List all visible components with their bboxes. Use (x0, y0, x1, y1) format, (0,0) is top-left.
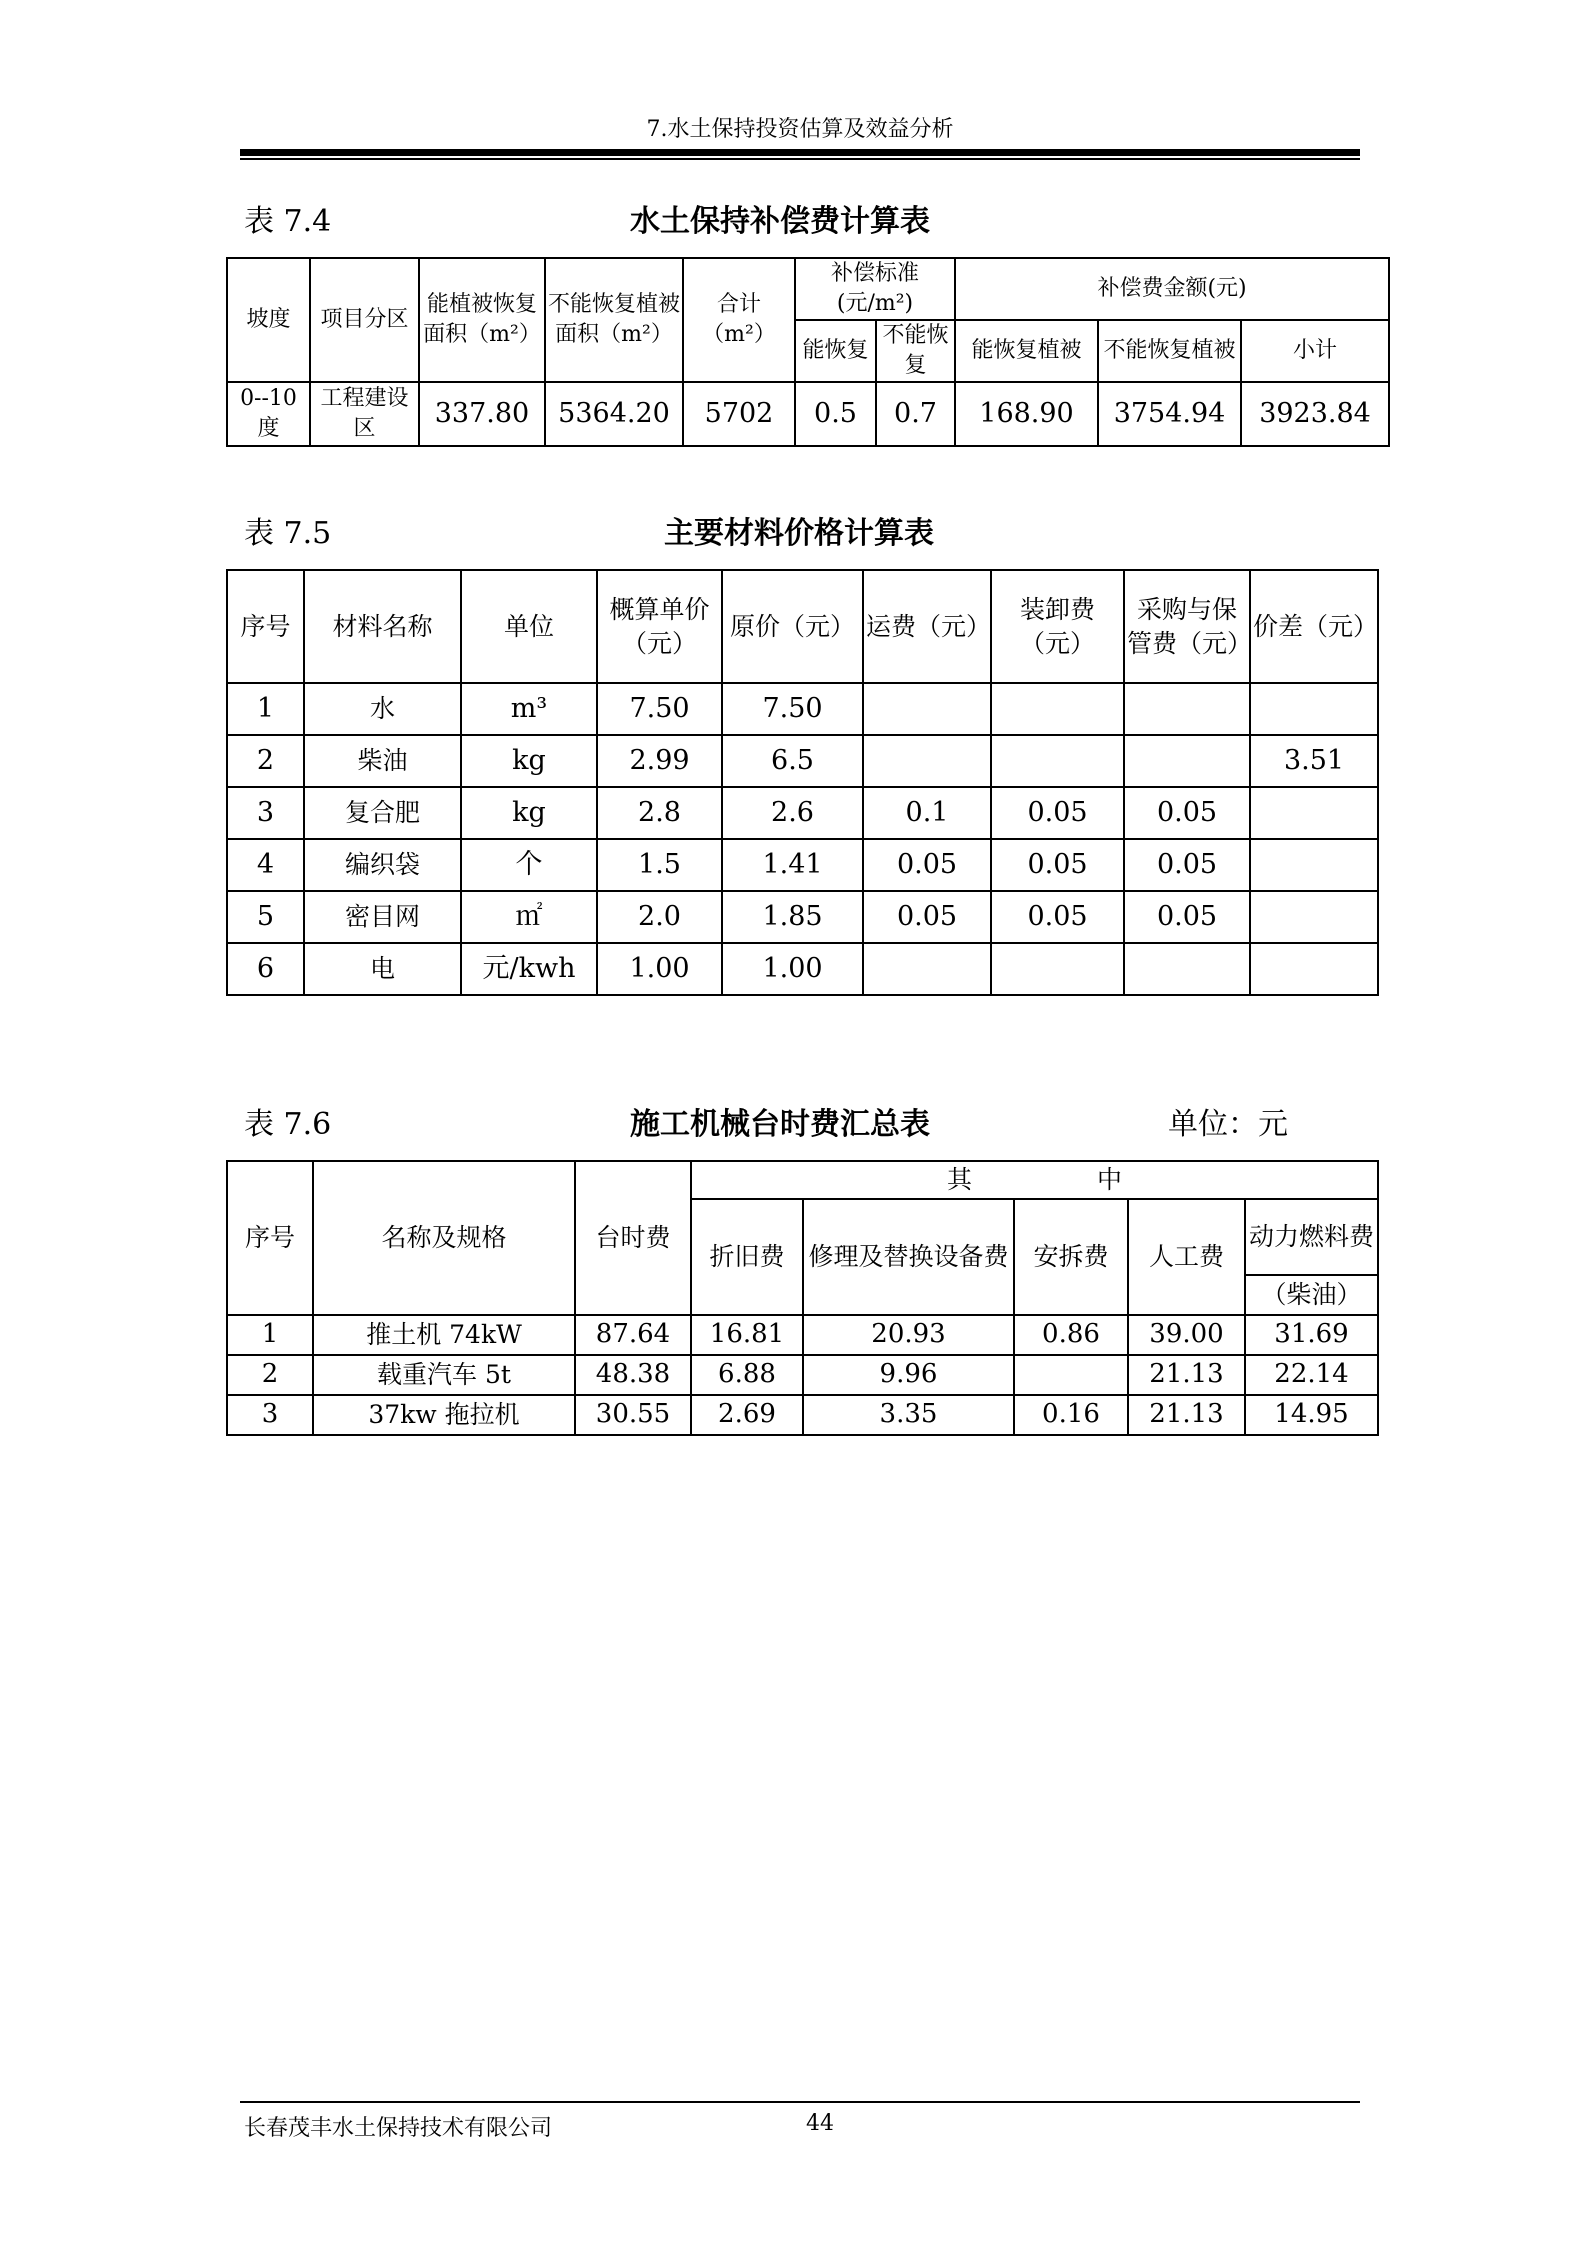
table-row (227, 1395, 1378, 1435)
cell-depreciation: 2.69 (691, 1395, 803, 1435)
cell-estimated-price: 2.0 (597, 891, 722, 943)
header-amount: 补偿费金额(元) (955, 258, 1389, 320)
cell-estimated-price: 1.00 (597, 943, 722, 995)
cell-name: 载重汽车 5t (313, 1355, 575, 1395)
table-row (227, 943, 1378, 995)
cell-original-price: 1.00 (722, 943, 863, 995)
table74-label: 表 7.4 (244, 204, 332, 239)
table-7-5 (226, 569, 1379, 996)
header-install: 安拆费 (1014, 1199, 1128, 1315)
table-row (227, 382, 1389, 446)
cell-name: 推土机 74kW (313, 1315, 575, 1355)
header-rule-thin (240, 158, 1360, 160)
table-row (227, 839, 1378, 891)
table76-title: 施工机械台时费汇总表 (630, 1107, 930, 1142)
cell-hourly-cost: 87.64 (575, 1315, 691, 1355)
header-recoverable-area: 能植被恢复面积（m²） (419, 258, 545, 382)
cell-unit: 个 (461, 839, 597, 891)
cell-unrecoverable-area: 5364.20 (545, 382, 683, 446)
cell-material: 电 (304, 943, 461, 995)
cell-estimated-price: 1.5 (597, 839, 722, 891)
cell-amount-recoverable: 168.90 (955, 382, 1098, 446)
cell-material: 密目网 (304, 891, 461, 943)
cell-name: 37kw 拖拉机 (313, 1395, 575, 1435)
table76-label: 表 7.6 (244, 1107, 332, 1142)
header-fuel-note: （柴油） (1245, 1275, 1378, 1315)
header-labor: 人工费 (1128, 1199, 1245, 1315)
cell-recoverable-area: 337.80 (419, 382, 545, 446)
cell-total-area: 5702 (683, 382, 795, 446)
cell-no: 6 (227, 943, 304, 995)
header-name: 名称及规格 (313, 1161, 575, 1315)
cell-original-price: 1.85 (722, 891, 863, 943)
table76-unit: 单位：元 (1168, 1107, 1288, 1142)
cell-depreciation: 16.81 (691, 1315, 803, 1355)
cell-hourly-cost: 48.38 (575, 1355, 691, 1395)
cell-handling (991, 943, 1124, 995)
cell-repair: 9.96 (803, 1355, 1014, 1395)
cell-price-diff (1250, 787, 1378, 839)
cell-no: 3 (227, 1395, 313, 1435)
cell-repair: 3.35 (803, 1395, 1014, 1435)
cell-no: 3 (227, 787, 304, 839)
table-row (227, 891, 1378, 943)
header-handling: 装卸费（元） (991, 570, 1124, 683)
cell-install (1014, 1355, 1128, 1395)
cell-repair: 20.93 (803, 1315, 1014, 1355)
table-row (227, 735, 1378, 787)
header-amount-unrecoverable: 不能恢复植被 (1098, 320, 1241, 382)
cell-original-price: 6.5 (722, 735, 863, 787)
header-estimated-price: 概算单价（元） (597, 570, 722, 683)
header-standard-recoverable: 能恢复 (795, 320, 876, 382)
header-depreciation: 折旧费 (691, 1199, 803, 1315)
footer-rule (240, 2101, 1360, 2103)
cell-freight: 0.1 (863, 787, 991, 839)
header-unit: 单位 (461, 570, 597, 683)
cell-labor: 21.13 (1128, 1395, 1245, 1435)
header-standard: 补偿标准(元/m²) (795, 258, 955, 320)
cell-no: 1 (227, 683, 304, 735)
header-freight: 运费（元） (863, 570, 991, 683)
cell-original-price: 2.6 (722, 787, 863, 839)
table-row (227, 1355, 1378, 1395)
cell-estimated-price: 2.99 (597, 735, 722, 787)
table-7-4 (226, 257, 1390, 447)
header-repair: 修理及替换设备费 (803, 1199, 1014, 1315)
cell-unit: m³ (461, 683, 597, 735)
cell-original-price: 1.41 (722, 839, 863, 891)
cell-no: 2 (227, 735, 304, 787)
table74-title: 水土保持补偿费计算表 (630, 204, 930, 239)
cell-freight (863, 735, 991, 787)
cell-amount-subtotal: 3923.84 (1241, 382, 1389, 446)
header-total-area: 合计（m²） (683, 258, 795, 382)
cell-standard-recoverable: 0.5 (795, 382, 876, 446)
cell-price-diff (1250, 839, 1378, 891)
cell-handling: 0.05 (991, 787, 1124, 839)
cell-estimated-price: 7.50 (597, 683, 722, 735)
page-number: 44 (806, 2111, 834, 2136)
header-slope: 坡度 (227, 258, 310, 382)
cell-original-price: 7.50 (722, 683, 863, 735)
cell-material: 复合肥 (304, 787, 461, 839)
header-no: 序号 (227, 1161, 313, 1315)
table-row (227, 787, 1378, 839)
cell-amount-unrecoverable: 3754.94 (1098, 382, 1241, 446)
table75-label: 表 7.5 (244, 516, 332, 551)
header-among: 其 中 (691, 1161, 1378, 1199)
cell-install: 0.86 (1014, 1315, 1128, 1355)
table75-title: 主要材料价格计算表 (664, 516, 934, 551)
cell-estimated-price: 2.8 (597, 787, 722, 839)
cell-material: 编织袋 (304, 839, 461, 891)
header-amount-recoverable: 能恢复植被 (955, 320, 1098, 382)
table-7-6 (226, 1160, 1379, 1436)
cell-handling: 0.05 (991, 891, 1124, 943)
header-price-diff: 价差（元） (1250, 570, 1378, 683)
cell-no: 4 (227, 839, 304, 891)
cell-no: 2 (227, 1355, 313, 1395)
cell-material: 水 (304, 683, 461, 735)
cell-install: 0.16 (1014, 1395, 1128, 1435)
cell-freight (863, 943, 991, 995)
cell-price-diff: 3.51 (1250, 735, 1378, 787)
cell-unit: ㎡ (461, 891, 597, 943)
table-row (227, 1315, 1378, 1355)
cell-zone: 工程建设区 (310, 382, 419, 446)
cell-handling (991, 735, 1124, 787)
header-unrecoverable-area: 不能恢复植被面积（m²） (545, 258, 683, 382)
cell-storage: 0.05 (1124, 839, 1250, 891)
cell-unit: kg (461, 735, 597, 787)
cell-labor: 39.00 (1128, 1315, 1245, 1355)
cell-storage (1124, 683, 1250, 735)
cell-labor: 21.13 (1128, 1355, 1245, 1395)
header-fuel: 动力燃料费 (1245, 1199, 1378, 1275)
cell-freight: 0.05 (863, 839, 991, 891)
cell-handling: 0.05 (991, 839, 1124, 891)
cell-material: 柴油 (304, 735, 461, 787)
cell-fuel: 14.95 (1245, 1395, 1378, 1435)
cell-price-diff (1250, 943, 1378, 995)
cell-unit: 元/kwh (461, 943, 597, 995)
header-hourly-cost: 台时费 (575, 1161, 691, 1315)
cell-freight: 0.05 (863, 891, 991, 943)
header-material: 材料名称 (304, 570, 461, 683)
cell-storage (1124, 943, 1250, 995)
cell-slope: 0--10度 (227, 382, 310, 446)
header-amount-subtotal: 小计 (1241, 320, 1389, 382)
cell-depreciation: 6.88 (691, 1355, 803, 1395)
cell-storage: 0.05 (1124, 891, 1250, 943)
cell-unit: kg (461, 787, 597, 839)
cell-handling (991, 683, 1124, 735)
header-standard-unrecoverable: 不能恢复 (876, 320, 955, 382)
footer-company: 长春茂丰水土保持技术有限公司 (244, 2116, 553, 2141)
header-storage: 采购与保管费（元） (1124, 570, 1250, 683)
header-title: 7.水土保持投资估算及效益分析 (646, 117, 954, 142)
cell-price-diff (1250, 683, 1378, 735)
cell-price-diff (1250, 891, 1378, 943)
cell-storage (1124, 735, 1250, 787)
cell-no: 1 (227, 1315, 313, 1355)
header-rule (240, 149, 1360, 156)
header-no: 序号 (227, 570, 304, 683)
cell-fuel: 31.69 (1245, 1315, 1378, 1355)
header-original-price: 原价（元） (722, 570, 863, 683)
cell-no: 5 (227, 891, 304, 943)
cell-hourly-cost: 30.55 (575, 1395, 691, 1435)
cell-standard-unrecoverable: 0.7 (876, 382, 955, 446)
cell-storage: 0.05 (1124, 787, 1250, 839)
header-zone: 项目分区 (310, 258, 419, 382)
cell-fuel: 22.14 (1245, 1355, 1378, 1395)
table-row (227, 683, 1378, 735)
cell-freight (863, 683, 991, 735)
